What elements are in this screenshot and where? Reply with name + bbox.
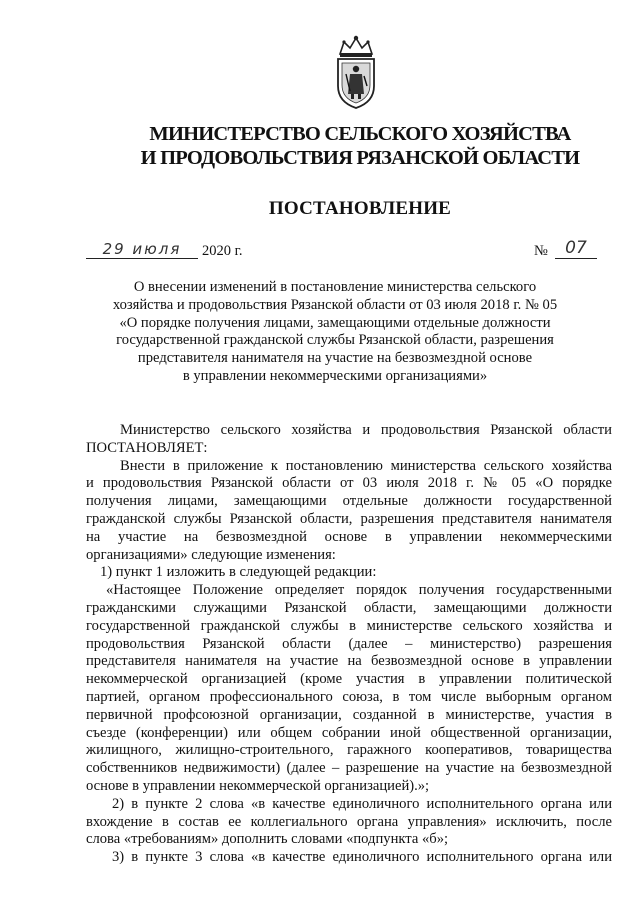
ministry-line-2: И ПРОДОВОЛЬСТВИЯ РЯЗАНСКОЙ ОБЛАСТИ (140, 147, 580, 169)
ministry-name (110, 122, 610, 170)
handwritten-number: 07 (555, 238, 597, 259)
document-body (86, 422, 612, 867)
body-line: Внести в приложение к постановлению министерства сельского хозяйства (120, 457, 612, 474)
document-subject (100, 279, 570, 386)
body-line: гражданской службы Рязанской области, разрешения представителя нанимателя (86, 510, 612, 527)
body-line: получения лицами, замещающими отдельные должности государственной (86, 493, 612, 510)
body-line: 3) в пункте 3 слова «в качестве единоличного исполнительного органа или (112, 849, 612, 866)
subject-line: хозяйства и продовольствия Рязанской области от 03 июля 2018 г. № 05 (112, 296, 558, 313)
subject-line: О внесении изменений в постановление министерства сельского (133, 279, 537, 295)
body-line: жилищного, жилищно-строительного, гаражного кооперативов, товарищества (86, 742, 612, 759)
number-sign: № (534, 243, 548, 259)
body-line: 1) пункт 1 изложить в следующей редакции: (100, 564, 377, 581)
body-line: представителя нанимателя на участие на безвозмездной основе в управлении (86, 653, 612, 670)
body-line: 2) в пункте 2 слова «в качестве единоличного исполнительного органа или (112, 795, 612, 812)
subject-line: в управлении некоммерческими организациями» (182, 367, 488, 384)
subject-line: «О порядке получения лицами, замещающими отдельные должности (119, 314, 551, 331)
subject-line: государственной гражданской службы Рязанской области, разрешения (116, 332, 554, 349)
date-year: 2020 г. (202, 243, 243, 259)
body-line: первичной профсоюзной организации, созданной в министерстве, участия в (86, 706, 612, 723)
body-line: некоммерческой организацией (кроме участия в управлении политической (86, 671, 612, 688)
body-line: «Настоящее Положение определяет порядок получения государственными (106, 582, 612, 599)
body-line: государственной гражданской службы в министерстве сельского хозяйства и (86, 617, 612, 634)
body-line: ПОСТАНОВЛЯЕТ: (86, 439, 208, 456)
body-line: съезде (конференции) или общем собрании иной общественной организации, (86, 724, 612, 741)
ministry-line-1: МИНИСТЕРСТВО СЕЛЬСКОГО ХОЗЯЙСТВА (149, 123, 571, 145)
body-line: партией, органом профессионального союза, в том числе выборным органом (86, 688, 612, 705)
body-line: вхождение в состав ее коллегиального органа управления» исключить, после (86, 813, 612, 830)
coat-of-arms-icon (330, 34, 382, 110)
subject-line: представителя нанимателя на участие на безвозмездной основе (137, 350, 533, 367)
handwritten-date: 29 июля (86, 240, 198, 259)
body-line: организациями» следующие изменения: (86, 546, 336, 563)
body-line: на участие на безвозмездной основе в управлении некоммерческими (86, 528, 612, 545)
document-type-title: ПОСТАНОВЛЕНИЕ (268, 198, 452, 219)
body-line: слова «требованиям» дополнить словами «подпункта «б»; (86, 831, 449, 848)
body-line: Министерство сельского хозяйства и продовольствия Рязанской области (120, 422, 612, 438)
body-line: продовольствия Рязанской области (далее – министерство) разрешения (86, 635, 612, 652)
body-line: и продовольствия Рязанской области от 03 июля 2018 г. № 05 «О порядке (86, 475, 612, 492)
date-number-line (86, 238, 616, 265)
body-line: гражданскими служащими Рязанской области, замещающими должности (86, 599, 612, 616)
body-line: основе в управлении некоммерческой организацией).»; (86, 777, 430, 794)
body-line: собственников недвижимости) (далее – разрешение на участие на безвозмездной (86, 760, 612, 777)
